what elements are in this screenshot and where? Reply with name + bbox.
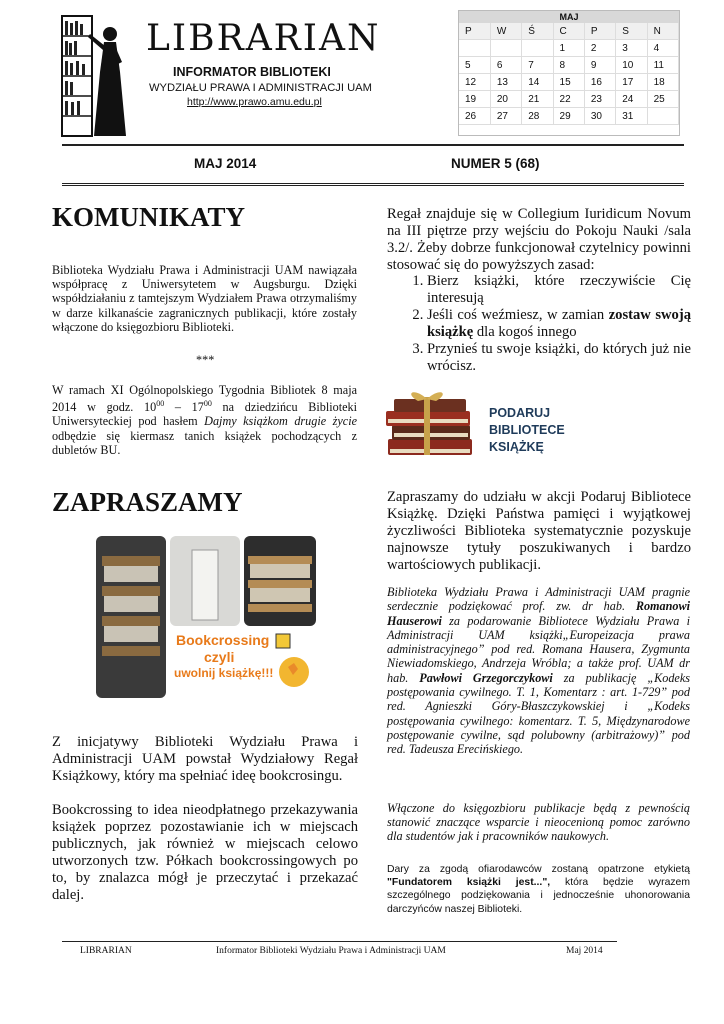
header-divider-bottom [62,183,684,186]
calendar-cell: 10 [616,57,647,74]
poster-text-czyli: czyli [204,649,235,665]
calendar-cell: 5 [459,57,490,74]
calendar-cell: 4 [647,40,678,57]
poster-text-bookcrossing: Bookcrossing [176,632,270,648]
calendar-grid [459,23,679,125]
label-paragraph: Dary za zgodą ofiarodawców zostaną opatrzone etykietą "Fundatorem książki jest...", która będzie wyrazem szczególnego podziękowania i jednocześnie uhonorowania darczyńców naszej Biblioteki. [387,864,690,915]
institution-name: WYDZIAŁU PRAWA I ADMINISTRACJI UAM [149,82,372,94]
calendar-day-header: W [490,23,521,40]
footer-left: LIBRARIAN [80,946,132,956]
calendar-cell: 21 [522,91,553,108]
calendar-cell: 13 [490,74,521,91]
zapraszamy-paragraph-2: Bookcrossing to idea nieodpłatnego przekazywania książek poprzez pozostawianie ich w miejscach publicznych, jak również w miejscach celowo utworzonych tzw. Półkach bookcrossingowych po to, by znalazca mógł je przeczytać i przekazać dalej. [52,802,358,903]
podaruj-title: PODARUJ BIBLIOTECE KSIĄŻKĘ [489,406,565,454]
calendar-cell: 18 [647,74,678,91]
issue-number: NUMER 5 (68) [451,156,540,171]
poster-text-uwolnij: uwolnij książkę!!! [174,666,274,680]
regal-intro: Regał znajduje się w Collegium Iuridicum Novum na III piętrze przy wejściu do Pokoju Nauki /sala 3.2/. Żeby dobrze funkcjonował czytelnicy powinni stosować się do powyższych zasad: [387,206,691,273]
calendar-cell: 1 [553,40,584,57]
rule-item: 1. Bierz książki, które rzeczywiście Cię interesują [427,273,691,307]
calendar-cell [522,40,553,57]
calendar-day-header: S [616,23,647,40]
calendar-day-header: N [647,23,678,40]
calendar-cell: 23 [584,91,615,108]
issue-date: MAJ 2014 [194,156,257,171]
newsletter-subtitle: INFORMATOR BIBLIOTEKI [173,65,331,79]
thanks-paragraph: Biblioteka Wydziału Prawa i Administracji UAM pragnie serdecznie podziękować prof. zw. dr hab. Romanowi Hauserowi za podarowanie Bibliotece Wydziału Prawa i Administracji UAM książki„Europeizacja prawa administracyjnego” pod red. Romana Hausera, Zygmunta Niewiadomskiego, Andrzeja Wróbla; a także prof. UAM dr hab. Pawłowi Grzegorczykowi za publikację „Kodeks postępowania cywilnego. T. 1, Komentarz : art. 1-729” pod red. Agnieszki Góry-Błaszczykowskiej i „Kodeks postępowania cywilnego: komentarz. T. 5, Międzynarodowe postępowanie cywilne, sąd polubowny (arbitrażowy)” pod red. Tadeusza Erecińskiego. [387,585,690,757]
zapraszamy-heading: ZAPRASZAMY [52,487,243,517]
calendar-cell: 11 [647,57,678,74]
calendar-cell: 12 [459,74,490,91]
bookcrossing-poster [96,536,316,698]
calendar-cell: 6 [490,57,521,74]
zapraszamy-paragraph-1: Z inicjatywy Biblioteki Wydziału Prawa i Administracji UAM powstał Wydziałowy Regał Książkowy, który ma spełniać ideę bookcrosingu. [52,734,358,784]
calendar-cell: 25 [647,91,678,108]
calendar-month: MAJ [459,11,679,23]
calendar-cell: 26 [459,108,490,125]
footer-divider [62,941,617,942]
calendar-cell: 2 [584,40,615,57]
calendar-may [458,10,680,136]
calendar-cell [490,40,521,57]
newsletter-title: LIBRARIAN [146,18,381,59]
komunikaty-paragraph-1: Biblioteka Wydziału Prawa i Administracji UAM nawiązała współpracę z Uniwersytetem w Augsburgu. Dzięki współdziałaniu z tamtejszym Wydziałem Prawa otrzymaliśmy w darze kilkanaście zagranicznych publikacji, które zostały włączone do księgozbioru Biblioteki. [52,263,357,334]
calendar-cell: 20 [490,91,521,108]
calendar-cell: 31 [616,108,647,125]
separator: *** [196,353,215,367]
footer-right: Maj 2014 [566,946,603,956]
calendar-cell: 9 [584,57,615,74]
calendar-cell [459,40,490,57]
calendar-cell: 15 [553,74,584,91]
calendar-cell: 16 [584,74,615,91]
librarian-logo-illustration [60,12,135,140]
bookcrossing-rules [387,273,691,375]
komunikaty-paragraph-2: W ramach XI Ogólnopolskiego Tygodnia Bibliotek 8 maja 2014 w godz. $10^{00} - 17^{00}$ na dziedzińcu Biblioteki Uniwersyteckiej pod hasłem Dajmy książkom drugie życie odbędzie się kiermasz tanich książek pochodzących z dubletów BU. [52,383,357,457]
calendar-cell: 29 [553,108,584,125]
calendar-cell: 14 [522,74,553,91]
header-divider-top [62,144,684,146]
calendar-day-header: P [459,23,490,40]
calendar-cell: 24 [616,91,647,108]
calendar-cell: 28 [522,108,553,125]
calendar-cell: 19 [459,91,490,108]
calendar-cell: 8 [553,57,584,74]
rule-item: 2. Jeśli coś weźmiesz, w zamian zostaw swoją książkę dla kogoś innego [427,307,691,341]
gift-books-illustration [384,387,478,465]
calendar-cell: 22 [553,91,584,108]
podaruj-paragraph: Zapraszamy do udziału w akcji Podaruj Bibliotece Książkę. Dzięki Państwa pamięci i wyjątkowej życzliwości Biblioteka systematycznie pozyskuje najnowsze tytuły poszukiwanych i bardzo wartościowych publikacji. [387,489,691,573]
rules-list [387,273,691,375]
calendar-cell: 30 [584,108,615,125]
support-paragraph: Włączone do księgozbioru publikacje będą z pewnością stanowić znaczące wsparcie i nieocenioną pomoc zarówno dla studentów jak i pracowników naukowych. [387,801,690,844]
komunikaty-heading: KOMUNIKATY [52,202,245,232]
calendar-cell: 7 [522,57,553,74]
calendar-cell: 27 [490,108,521,125]
calendar-cell [647,108,678,125]
calendar-day-header: P [584,23,615,40]
rule-item: 3. Przynieś tu swoje książki, do których już nie wrócisz. [427,341,691,375]
calendar-cell: 3 [616,40,647,57]
calendar-cell: 17 [616,74,647,91]
calendar-day-header: C [553,23,584,40]
website-link[interactable]: http://www.prawo.amu.edu.pl [187,96,322,108]
calendar-day-header: Ś [522,23,553,40]
footer-center: Informator Biblioteki Wydziału Prawa i Administracji UAM [216,946,446,956]
